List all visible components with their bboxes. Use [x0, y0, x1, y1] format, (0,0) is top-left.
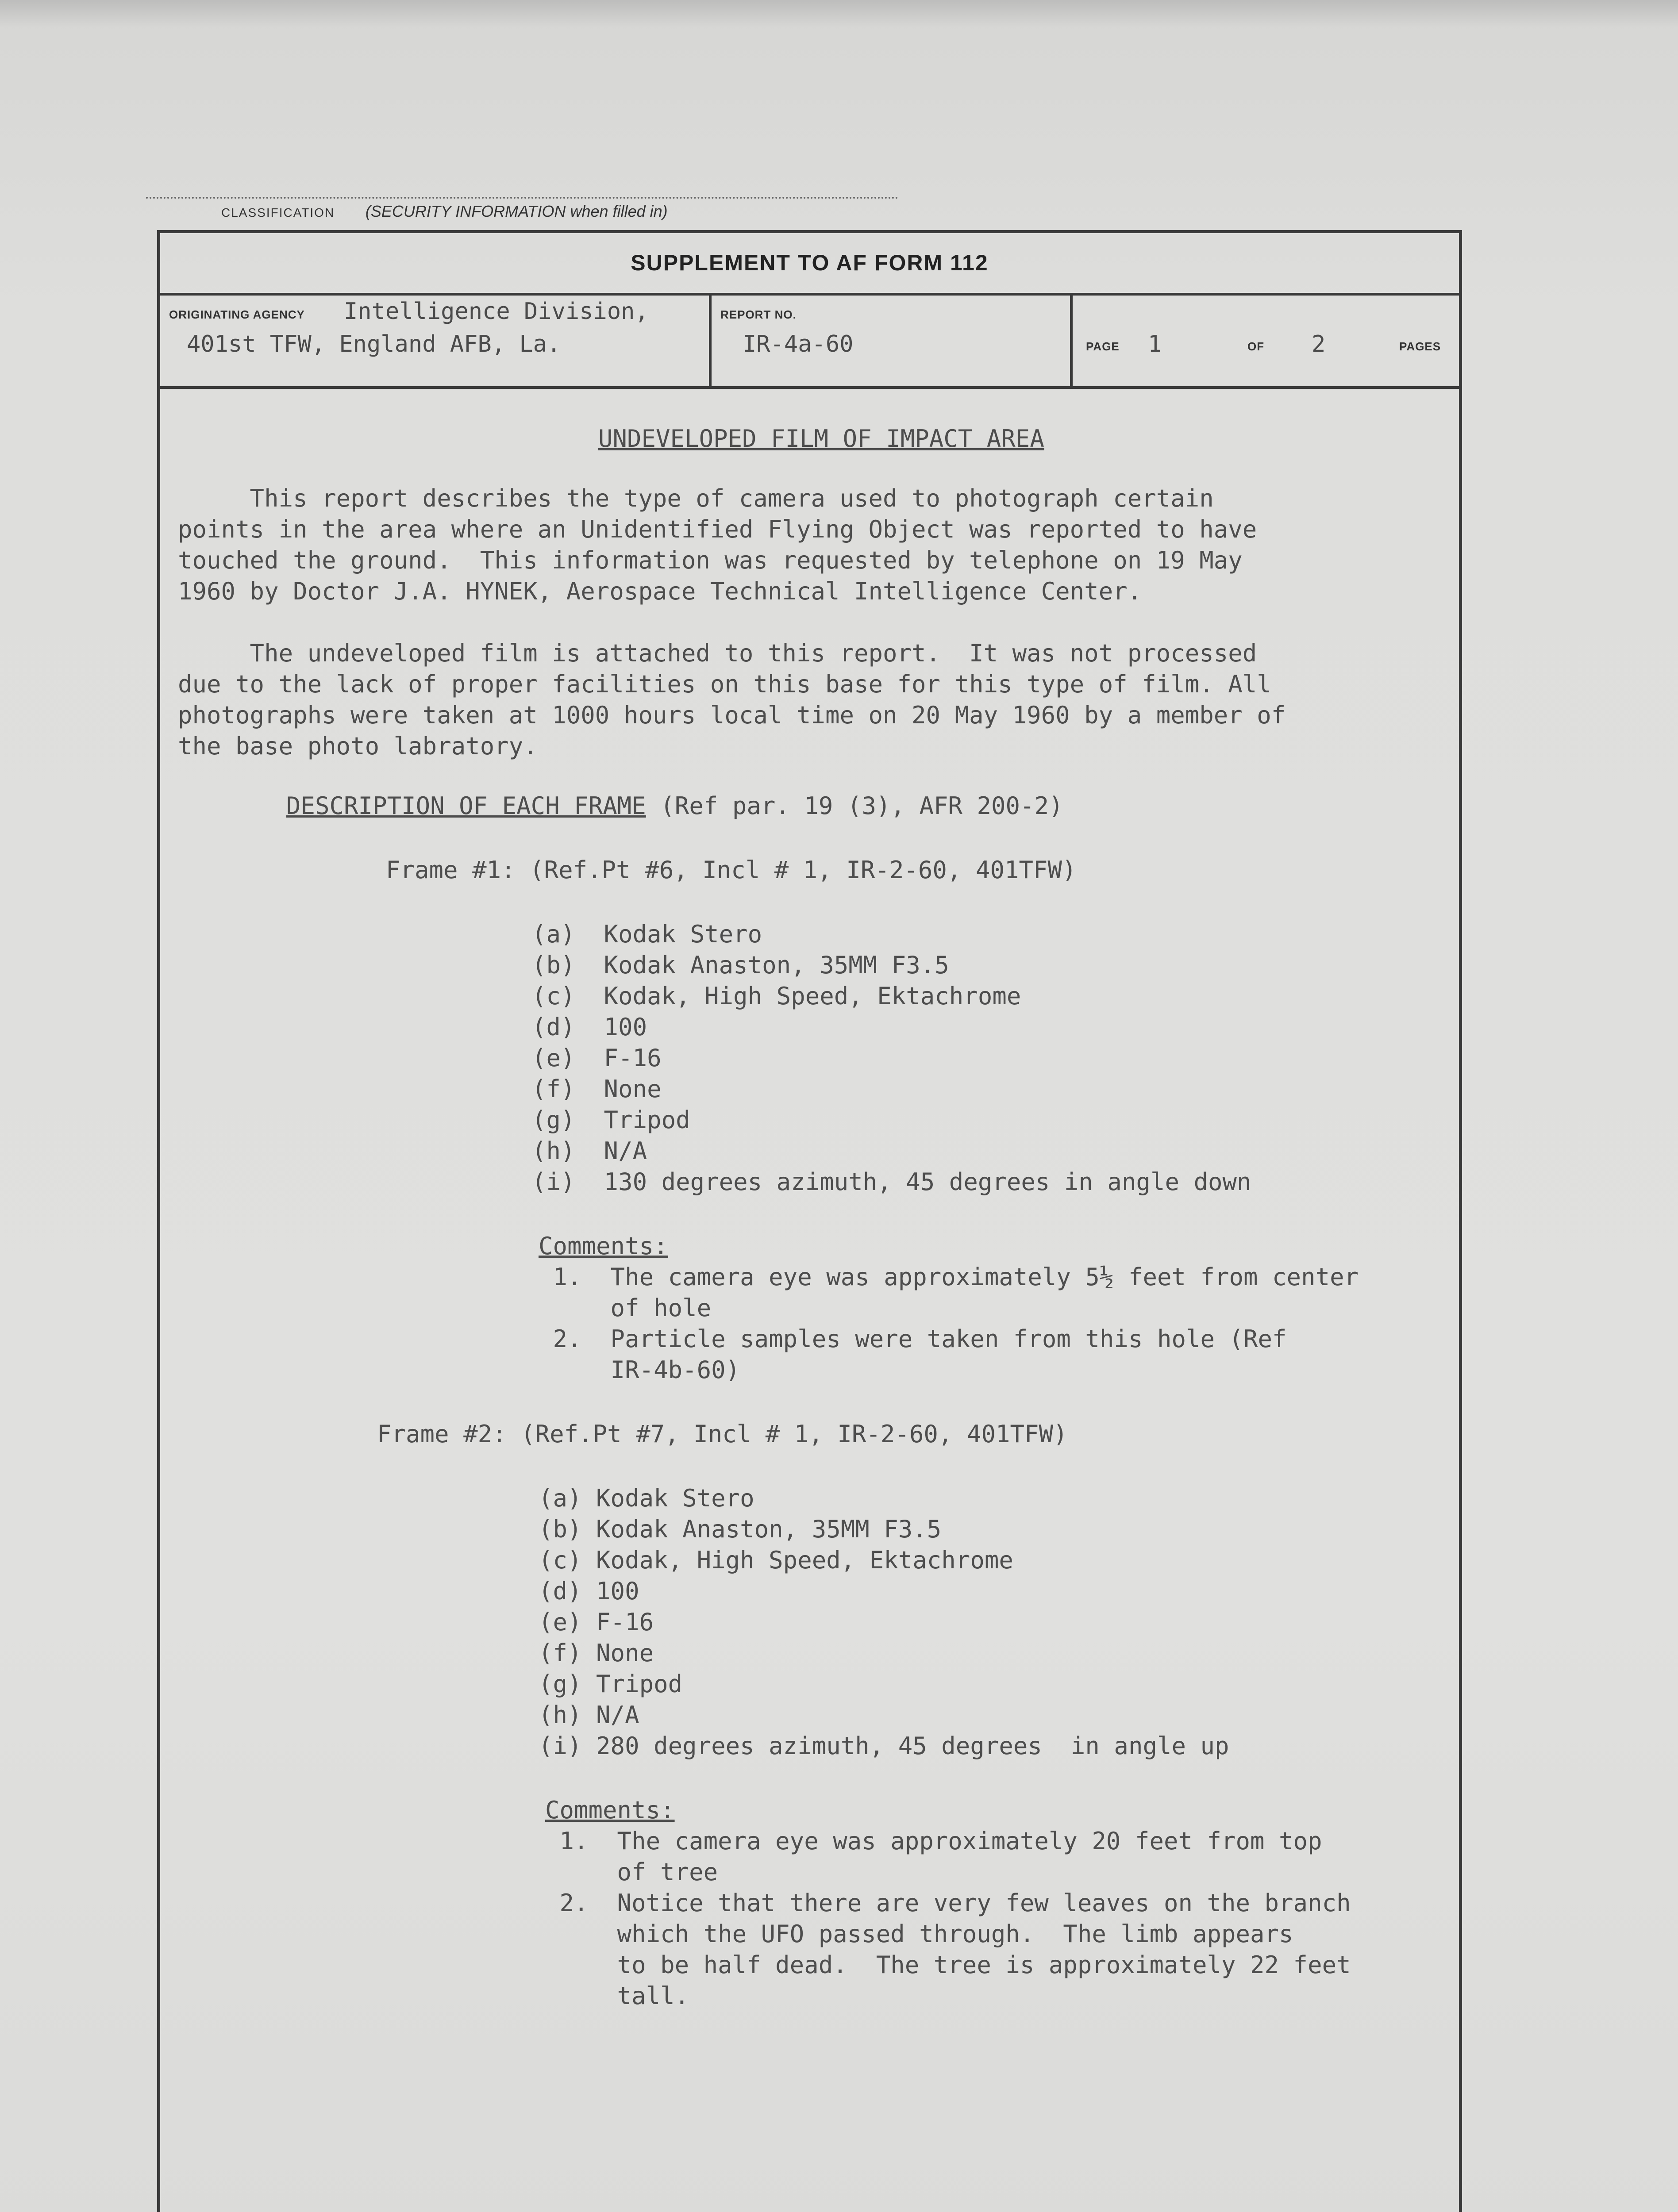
- paragraph-line: due to the lack of proper facilities on this base for this type of film. All: [178, 670, 1271, 698]
- paragraph-line: This report describes the type of camera used to photograph certain: [178, 484, 1214, 512]
- comment-line: of hole: [539, 1294, 712, 1322]
- comment-line: 1. The camera eye was approximately 20 feet from top: [545, 1827, 1322, 1855]
- of-label: OF: [1247, 340, 1265, 353]
- frame-item: (d) 100: [532, 1013, 647, 1041]
- comment-line: 2. Particle samples were taken from this hole (Ref: [539, 1325, 1287, 1353]
- supplement-form: [157, 230, 1462, 2212]
- frame2-comments-label: Comments:: [545, 1796, 675, 1824]
- comment-line: tall.: [545, 1982, 689, 2010]
- originating-agency-label: ORIGINATING AGENCY: [169, 308, 305, 321]
- paragraph-line: touched the ground. This information was requested by telephone on 19 May: [178, 546, 1243, 574]
- description-reference: (Ref par. 19 (3), AFR 200-2): [646, 792, 1063, 820]
- paragraph-film: [178, 638, 1285, 762]
- total-pages: 2: [1312, 331, 1326, 357]
- frame-item: (h) N/A: [539, 1701, 639, 1729]
- frame2-items: [539, 1483, 1229, 1762]
- frame-item: (f) None: [539, 1639, 654, 1667]
- frame-item: (i) 280 degrees azimuth, 45 degrees in angle up: [539, 1732, 1229, 1760]
- pages-label: PAGES: [1399, 340, 1441, 353]
- originating-agency-line2: 401st TFW, England AFB, La.: [187, 331, 561, 357]
- frame-item: (f) None: [532, 1075, 662, 1103]
- frame-item: (a) Kodak Stero: [532, 920, 762, 948]
- form-header-row: [160, 296, 1459, 389]
- frame1-items: [532, 919, 1251, 1198]
- page-number: 1: [1148, 331, 1162, 357]
- form-title: SUPPLEMENT TO AF FORM 112: [160, 233, 1459, 296]
- frame2-comments: [545, 1826, 1351, 2012]
- frame-item: (b) Kodak Anaston, 35MM F3.5: [539, 1515, 942, 1543]
- originating-agency-line1: Intelligence Division,: [344, 298, 649, 325]
- paragraph-line: points in the area where an Unidentified Flying Object was reported to have: [178, 515, 1257, 543]
- comment-line: IR-4b-60): [539, 1356, 740, 1384]
- report-no-cell: [712, 296, 1073, 386]
- comment-line: of tree: [545, 1858, 718, 1886]
- top-classification-line: [146, 197, 898, 221]
- frame-item: (i) 130 degrees azimuth, 45 degrees in angle down: [532, 1168, 1251, 1196]
- frame-item: (c) Kodak, High Speed, Ektachrome: [532, 982, 1021, 1010]
- classification-label: CLASSIFICATION: [221, 206, 335, 219]
- frame-item: (d) 100: [539, 1577, 639, 1605]
- security-note: (SECURITY INFORMATION when filled in): [365, 202, 668, 220]
- paragraph-line: The undeveloped film is attached to this report. It was not processed: [178, 639, 1257, 667]
- page-count-cell: [1073, 296, 1458, 386]
- frame-item: (e) F-16: [539, 1608, 654, 1636]
- frame-item: (a) Kodak Stero: [539, 1484, 754, 1512]
- report-no-value: IR-4a-60: [743, 331, 854, 357]
- paragraph-line: the base photo labratory.: [178, 732, 538, 760]
- frame-item: (c) Kodak, High Speed, Ektachrome: [539, 1546, 1013, 1574]
- scan-edge-shadow: [0, 0, 1678, 27]
- frame-item: (g) Tripod: [539, 1670, 683, 1698]
- comment-line: 1. The camera eye was approximately 5½ feet from center: [539, 1263, 1359, 1291]
- frame-item: (g) Tripod: [532, 1106, 690, 1134]
- frame2-title: Frame #2: (Ref.Pt #7, Incl # 1, IR-2-60, 401TFW): [377, 1420, 1068, 1448]
- comment-line: to be half dead. The tree is approximately 22 feet: [545, 1951, 1351, 1979]
- frame-item: (h) N/A: [532, 1137, 647, 1165]
- description-line: [286, 791, 1063, 822]
- originating-agency-cell: [160, 296, 712, 386]
- frame1-title: Frame #1: (Ref.Pt #6, Incl # 1, IR-2-60, 401TFW): [386, 856, 1077, 884]
- frame-item: (b) Kodak Anaston, 35MM F3.5: [532, 951, 949, 979]
- comment-line: 2. Notice that there are very few leaves on the branch: [545, 1889, 1351, 1917]
- frame1-comments: [539, 1262, 1359, 1386]
- report-no-label: REPORT NO.: [720, 308, 797, 321]
- frame-item: (e) F-16: [532, 1044, 662, 1072]
- paragraph-purpose: [178, 483, 1257, 607]
- description-heading: DESCRIPTION OF EACH FRAME: [286, 792, 646, 820]
- page-label: PAGE: [1086, 340, 1120, 353]
- paragraph-line: photographs were taken at 1000 hours local time on 20 May 1960 by a member of: [178, 701, 1286, 729]
- comment-line: which the UFO passed through. The limb appears: [545, 1920, 1293, 1948]
- frame1-comments-label: Comments:: [539, 1232, 668, 1260]
- paragraph-line: 1960 by Doctor J.A. HYNEK, Aerospace Technical Intelligence Center.: [178, 577, 1142, 605]
- report-heading: UNDEVELOPED FILM OF IMPACT AREA: [598, 425, 1044, 453]
